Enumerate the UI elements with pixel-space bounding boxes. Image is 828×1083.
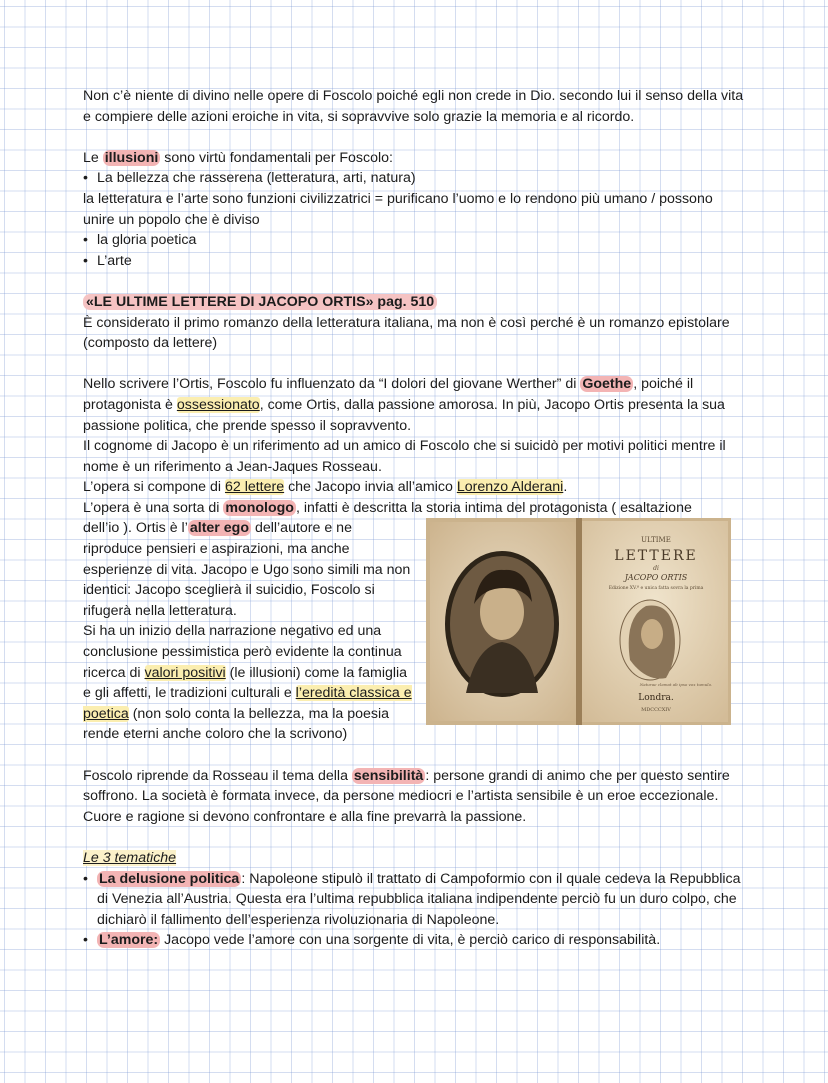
tematiche-heading: [83, 848, 748, 869]
ossessionato-keyword: ossessionato: [176, 396, 260, 413]
notes-page: [83, 86, 748, 951]
eredita-keyword: l’eredità classica e poetica: [83, 685, 412, 722]
text: Nello scrivere l’Ortis, Foscolo fu influenzato da “I dolori del giovane Werther” di: [83, 376, 581, 393]
wrapped-section: [83, 518, 748, 745]
valori-keyword: valori positivi: [144, 664, 226, 681]
text: .: [563, 479, 568, 496]
narrazione-paragraph: [83, 621, 413, 745]
alter-ego-paragraph: [83, 518, 413, 621]
opera-paragraph: [83, 477, 748, 498]
text: L’opera si compone di: [83, 479, 225, 496]
alter-ego-keyword: alter ego: [189, 520, 249, 537]
section-title: «LE ULTIME LETTERE DI JACOPO ORTIS» pag. 510: [83, 294, 437, 310]
sensibilita-paragraph: [83, 766, 748, 807]
bullet-gloria: • la gloria poetica: [83, 230, 748, 251]
lorenzo-keyword: Lorenzo Alderani: [456, 479, 564, 496]
werther-paragraph: [83, 374, 748, 436]
illusioni-paragraph: [83, 148, 748, 169]
illusioni-keyword: illusioni: [104, 149, 159, 166]
cuore-paragraph: Cuore e ragione si devono confrontare e alla fine prevarrà la passione.: [83, 808, 527, 825]
book-line1: ULTIME: [641, 536, 671, 545]
book-illustration: [426, 518, 731, 725]
section-heading: [83, 292, 748, 313]
text: dell’autore e ne riproduce pensieri e aspirazioni, ma anche esperienze di vita. Jacopo e Ugo sono simili ma non identici: Jacopo sceglierà il suicidio, Foscolo si rifugerà nella letteratura.: [83, 520, 411, 619]
text: Jacopo vede l’amore con una sorgente di vita, è perciò carico di responsabilità.: [160, 932, 661, 949]
text: , poiché il protagonista è: [83, 376, 694, 413]
section-intro: È considerato il primo romanzo della letteratura italiana, ma non è così perché è un romanzo epistolare (composto da lettere): [83, 314, 730, 352]
tema-delusione: [83, 869, 748, 931]
bullet-arte: • L’arte: [83, 251, 748, 272]
text: che Jacopo invia all’amico: [284, 479, 457, 496]
monologo-paragraph: [83, 498, 748, 519]
lettere-keyword: 62 lettere: [224, 479, 285, 496]
book-line5: Edizione XV.ª e unica fatta sovra la prima: [608, 586, 704, 592]
text: L’opera è una sorta di: [83, 499, 224, 516]
text: (le illusioni) come la famiglia e gli affetti, le tradizioni culturali e: [83, 664, 408, 702]
intro-paragraph: Non c’è niente di divino nelle opere di Foscolo poiché egli non crede in Dio. secondo lui il senso della vita e compiere delle azioni eroiche in vita, si sopravvive solo grazie la memoria e al ricordo.: [83, 88, 744, 125]
amore-keyword: L’amore:: [99, 932, 159, 949]
sensibilita-keyword: sensibilità: [353, 767, 424, 784]
text: , come Ortis, dalla passione amorosa. In più, Jacopo Ortis presenta la sua passione politica, che prende spesso il sopravvento.: [83, 396, 725, 434]
tema-amore: [83, 930, 748, 951]
monologo-keyword: monologo: [225, 499, 294, 516]
text: sono virtù fondamentali per Foscolo:: [160, 149, 393, 166]
text: , infatti è descritta la storia intima del protagonista ( esaltazione: [295, 499, 692, 516]
letteratura-line: la letteratura e l’arte sono funzioni civilizzatrici = purificano l’uomo e lo rendono più umano / possono unire un popolo che è diviso: [83, 190, 713, 228]
book-city: Londra.: [638, 693, 674, 704]
text: (non solo conta la bellezza, ma la poesia rende eterni anche coloro che la scrivono): [83, 705, 390, 743]
book-frontispiece-image: [426, 518, 731, 725]
book-line4: JACOPO ORTIS: [624, 573, 688, 583]
book-line2: LETTERE: [614, 548, 698, 565]
text: : persone grandi di animo che per questo sentire soffrono. La società è formata invece, da persone mediocri e l’artista sensibile è un eroe eccezionale.: [83, 767, 730, 805]
tematiche-title: Le 3 tematiche: [83, 849, 177, 866]
book-year: MDCCCXIV: [641, 707, 671, 714]
book-caption: Naturae clamat ab ipso vox tumulo.: [639, 682, 713, 688]
bullet-bellezza: • La bellezza che rasserena (letteratura, arti, natura): [83, 168, 748, 189]
text: Le: [83, 149, 103, 166]
book-line3: di: [653, 565, 659, 573]
cognome-paragraph: Il cognome di Jacopo è un riferimento ad un amico di Foscolo che si suicidò per motivi politici mentre il nome è un riferimento a Jean-Jaques Rosseau.: [83, 438, 726, 475]
text: Foscolo riprende da Rosseau il tema della: [83, 767, 352, 784]
delusione-keyword: La delusione politica: [99, 870, 240, 887]
text: : Napoleone stipulò il trattato di Campoformio con il quale cedeva la Repubblica di Venezia all’Austria. Questa era l’ultima repubblica italiana indipendente perciò fu un duro colpo, che dichiarò il fallimento dell’esperienza rivoluzionaria di Napoleone.: [97, 870, 741, 928]
text: dell’io ). Ortis è l’: [83, 520, 188, 537]
text: Si ha un inizio della narrazione negativo ed una conclusione pessimistica però evidente la continua ricerca di: [83, 623, 402, 681]
goethe-keyword: Goethe: [582, 376, 632, 393]
